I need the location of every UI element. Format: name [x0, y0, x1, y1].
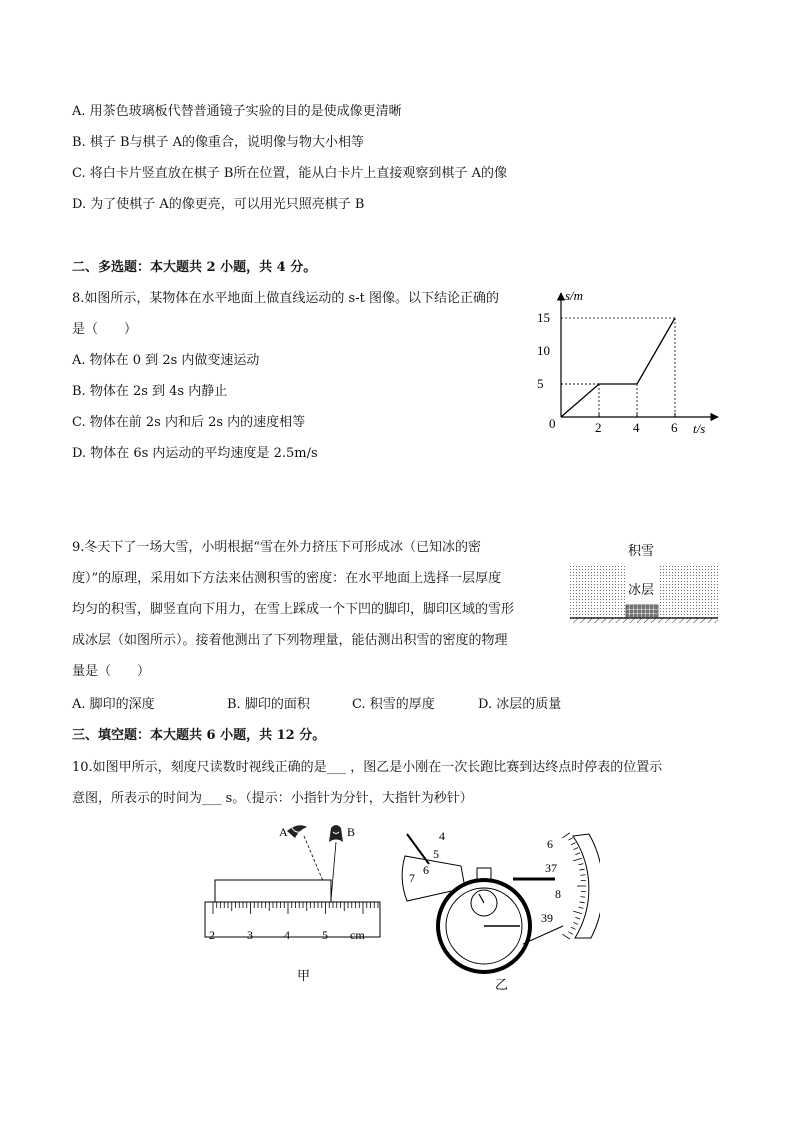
- measured-block: [215, 880, 331, 902]
- second-scale-39: 39: [541, 911, 553, 925]
- eye-a-label: A: [279, 825, 288, 839]
- ruler-label-4: 4: [284, 928, 290, 942]
- second-scale-tick: [580, 902, 585, 903]
- origin-label: 0: [549, 416, 556, 431]
- st-series-line: [561, 318, 675, 417]
- y-axis-label: s/m: [565, 288, 584, 303]
- q9-line5: 量是（ ）: [72, 664, 151, 679]
- snow-footprint-figure: [566, 538, 722, 630]
- section-heading-fill-blank: 三、填空题：本大题共 6 小题，共 12 分。: [72, 728, 326, 743]
- q9-option-a: A. 脚印的深度: [72, 697, 155, 712]
- x-axis-label: t/s: [693, 421, 706, 436]
- minute-scale-4: 4: [439, 829, 445, 843]
- ground-hatch: [570, 618, 718, 623]
- second-scale-tick: [575, 917, 580, 919]
- q9-line3: 均匀的积雪，脚竖直向下用力，在雪上踩成一个下凹的脚印，脚印区域的雪形: [72, 602, 515, 617]
- second-scale-tick: [573, 848, 578, 850]
- second-scale-tick: [575, 853, 580, 855]
- axis-ticks: [537, 310, 678, 435]
- second-scale-tick: [571, 927, 575, 929]
- second-scale-tick: [573, 858, 582, 861]
- q7-option-a: A. 用茶色玻璃板代替普通镜子实验的目的是使成像更清晰: [72, 104, 402, 119]
- caption-yi: 乙: [495, 977, 509, 992]
- x-tick-label-2: 2: [595, 420, 602, 435]
- q7-option-c: C. 将白卡片竖直放在棋子 B所在位置，能从白卡片上直接观察到棋子 A的像: [72, 166, 507, 181]
- second-scale-tick: [562, 833, 569, 838]
- y-tick-label-15: 15: [537, 310, 550, 325]
- q10-line2: 意图，所表示的时间为___ s。（提示：小指针为分针，大指针为秒针）: [72, 791, 473, 806]
- snow-label: 积雪: [628, 543, 655, 558]
- snow-left-block: [570, 565, 626, 618]
- stopwatch-figure: [395, 826, 600, 996]
- q9-option-c: C. 积雪的厚度: [352, 697, 435, 712]
- caption-jia: 甲: [297, 968, 311, 983]
- q7-option-d: D. 为了使棋子 A的像更亮，可以用光只照亮棋子 B: [72, 197, 365, 212]
- second-scale-tick: [568, 838, 572, 841]
- ice-label: 冰层: [628, 582, 655, 597]
- second-scale-37: 37: [545, 861, 557, 875]
- q8-option-c: C. 物体在前 2s 内和后 2s 内的速度相等: [72, 415, 306, 430]
- q7-option-b: B. 棋子 B与棋子 A的像重合，说明像与物大小相等: [72, 135, 365, 150]
- q10-line1: 10.如图甲所示，刻度尺读数时视线正确的是___ ，图乙是小刚在一次长跑比赛到达终点时停表的位置示: [72, 760, 663, 775]
- sightline-b: [331, 842, 336, 900]
- minute-scale-7: 7: [409, 871, 415, 885]
- minute-scale-5: 5: [433, 847, 439, 861]
- y-tick-label-5: 5: [537, 376, 544, 391]
- ruler-label-5: 5: [322, 928, 328, 942]
- second-scale-6: 6: [547, 837, 553, 851]
- second-scale-tick: [571, 843, 575, 845]
- second-scale-tick: [562, 934, 569, 939]
- second-scale-tick: [568, 932, 572, 935]
- y-tick-label-10: 10: [537, 343, 550, 358]
- eye-b-label: B: [347, 825, 356, 839]
- q9-option-b: B. 脚印的面积: [227, 697, 310, 712]
- ruler-label-3: 3: [247, 928, 253, 942]
- second-scale-tick: [573, 911, 582, 914]
- q9-line1: 9.冬天下了一场大雪，小明根据“雪在外力挤压下可形成冰（已知冰的密: [72, 540, 482, 555]
- q8-option-a: A. 物体在 0 到 2s 内做变速运动: [72, 353, 260, 368]
- second-scale-8: 8: [555, 887, 561, 901]
- eye-b-icon: [329, 825, 343, 842]
- second-scale-tick: [578, 907, 583, 908]
- q8-option-d: D. 物体在 6s 内运动的平均速度是 2.5m/s: [72, 446, 318, 461]
- minute-scale-6: 6: [423, 863, 429, 877]
- q9-line2: 度）”的原理，采用如下方法来估测积雪的密度：在水平地面上选择一层厚度: [72, 571, 502, 586]
- section-heading-multiple-choice: 二、多选题：本大题共 2 小题，共 4 分。: [72, 260, 317, 275]
- q9-line4: 成冰层（如图所示）。接着他测出了下列物理量，能估测出积雪的密度的物理: [72, 633, 508, 648]
- ruler-figure: [195, 818, 390, 993]
- x-tick-label-4: 4: [633, 420, 640, 435]
- second-scale-tick: [578, 864, 583, 865]
- q9-option-d: D. 冰层的质量: [478, 697, 562, 712]
- second-scale-tick: [573, 922, 578, 924]
- ice-layer: [626, 605, 658, 618]
- second-scale-tick: [580, 897, 585, 898]
- ruler-label-2: 2: [209, 928, 215, 942]
- q8-stem-line2: 是（ ）: [72, 322, 138, 337]
- x-tick-label-6: 6: [671, 420, 678, 435]
- ruler-unit: cm: [350, 928, 365, 942]
- q8-option-b: B. 物体在 2s 到 4s 内静止: [72, 384, 228, 399]
- q8-st-graph: [535, 285, 735, 440]
- q8-stem-line1: 8.如图所示，某物体在水平地面上做直线运动的 s-t 图像。以下结论正确的: [72, 291, 499, 306]
- second-scale-tick: [580, 869, 585, 870]
- second-scale-tick: [580, 875, 585, 876]
- snow-right-block: [658, 565, 718, 618]
